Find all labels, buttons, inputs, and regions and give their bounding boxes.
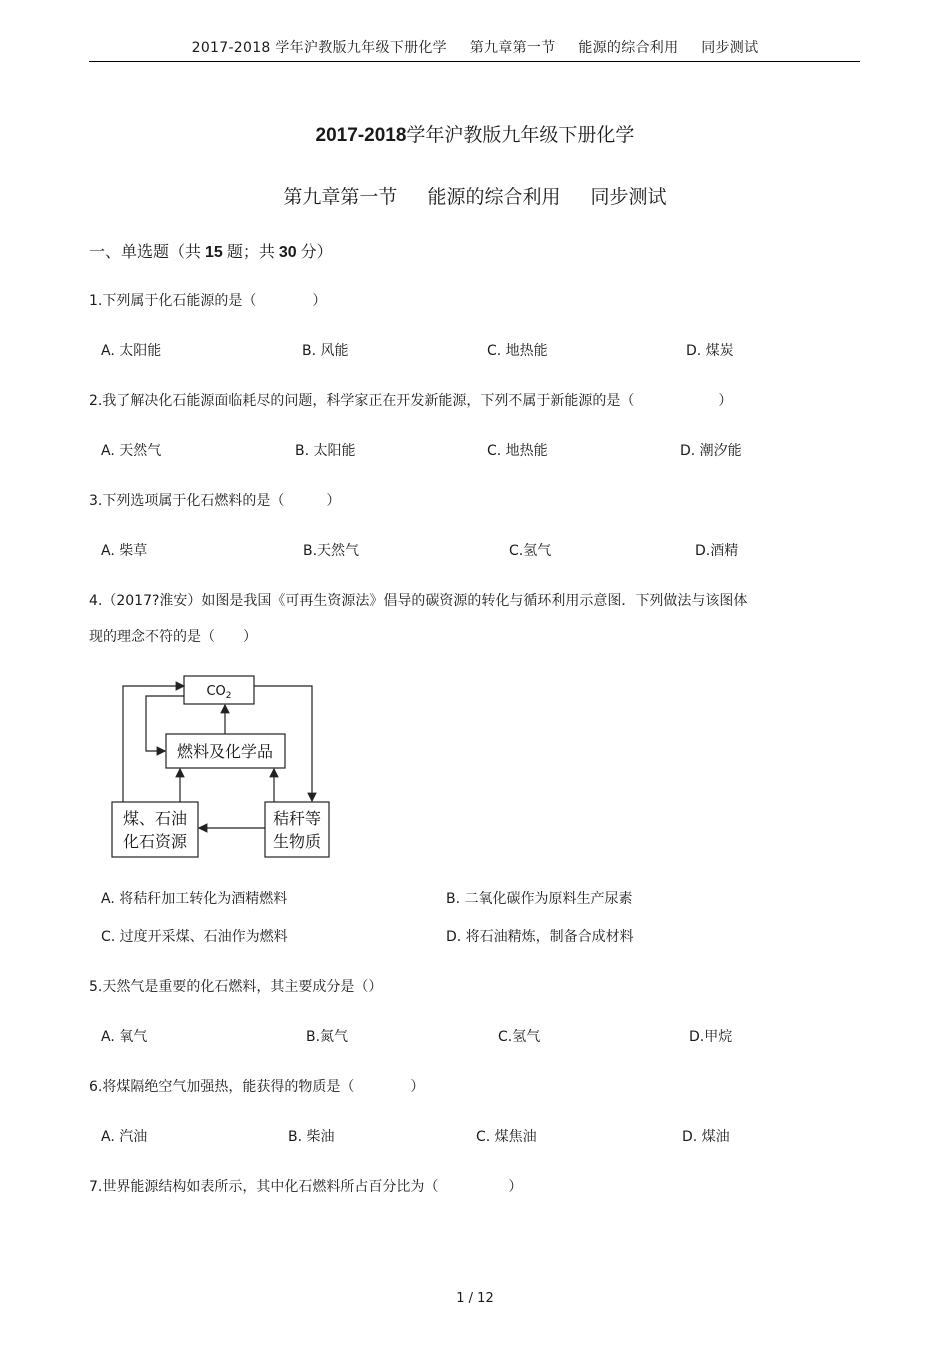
section-heading bbox=[89, 239, 333, 262]
section-score: 30 bbox=[278, 244, 297, 261]
q5-option-b: B.氮气 bbox=[306, 1029, 349, 1045]
question-7-stem: 7.世界能源结构如表所示，其中化石燃料所占百分比为（ ） bbox=[89, 1179, 523, 1195]
section-prefix: 一、单选题（共 bbox=[89, 242, 202, 261]
biomass-label-line2: 生物质 bbox=[272, 832, 322, 851]
header-chapter: 第九章第一节 bbox=[469, 40, 556, 56]
document-subtitle bbox=[0, 182, 950, 209]
title-years: 2017-2018 bbox=[315, 125, 407, 146]
fossil-label-line1: 煤、石油 bbox=[122, 809, 188, 828]
q3-option-c: C.氢气 bbox=[509, 543, 552, 559]
document-title bbox=[0, 120, 950, 147]
q1-option-b: B. 风能 bbox=[302, 343, 349, 359]
section-mid: 题；共 bbox=[226, 242, 275, 261]
q2-option-c: C. 地热能 bbox=[487, 443, 548, 459]
q6-option-b: B. 柴油 bbox=[288, 1129, 335, 1145]
q2-option-a: A. 天然气 bbox=[101, 443, 162, 459]
question-5-stem: 5.天然气是重要的化石燃料，其主要成分是（） bbox=[89, 979, 383, 995]
q6-option-c: C. 煤焦油 bbox=[476, 1129, 537, 1145]
question-2-stem: 2.我了解决化石能源面临耗尽的问题，科学家正在开发新能源，下列不属于新能源的是（ ） bbox=[89, 393, 733, 409]
page-header bbox=[0, 37, 950, 57]
q4-option-c: C. 过度开采煤、石油作为燃料 bbox=[101, 929, 288, 945]
section-suffix: 分） bbox=[300, 242, 333, 261]
arrow-fossil-to-co2 bbox=[123, 686, 184, 802]
question-1-stem: 1.下列属于化石能源的是（ ） bbox=[89, 293, 327, 309]
q6-option-a: A. 汽油 bbox=[101, 1129, 148, 1145]
subtitle-test: 同步测试 bbox=[590, 186, 667, 208]
question-4-stem-line2: 现的理念不符的是（ ） bbox=[89, 629, 257, 645]
q1-option-c: C. 地热能 bbox=[487, 343, 548, 359]
header-rule bbox=[89, 61, 860, 62]
q3-option-b: B.天然气 bbox=[303, 543, 360, 559]
question-4-stem-line1: 4.（2017?淮安）如图是我国《可再生资源法》倡导的碳资源的转化与循环利用示意图．下列做法与该图体 bbox=[89, 593, 748, 609]
q5-option-c: C.氢气 bbox=[498, 1029, 541, 1045]
fossil-label-line2: 化石资源 bbox=[122, 832, 188, 851]
question-6-stem: 6.将煤隔绝空气加强热，能获得的物质是（ ） bbox=[89, 1079, 425, 1095]
header-topic: 能源的综合利用 bbox=[578, 40, 679, 56]
q5-option-a: A. 氧气 bbox=[101, 1029, 148, 1045]
title-line1: 学年沪教版九年级下册化学 bbox=[406, 124, 635, 146]
carbon-cycle-diagram bbox=[108, 672, 338, 864]
q3-option-a: A. 柴草 bbox=[101, 543, 148, 559]
fuel-label: 燃料及化学品 bbox=[176, 742, 274, 761]
q2-option-b: B. 太阳能 bbox=[295, 443, 356, 459]
q5-option-d: D.甲烷 bbox=[689, 1029, 733, 1045]
subtitle-chapter: 第九章第一节 bbox=[283, 186, 398, 208]
subtitle-topic: 能源的综合利用 bbox=[427, 186, 561, 208]
q1-option-d: D. 煤炭 bbox=[686, 343, 734, 359]
section-count: 15 bbox=[205, 244, 223, 261]
biomass-label-line1: 秸秆等 bbox=[272, 809, 322, 828]
q4-option-d: D. 将石油精炼，制备合成材料 bbox=[446, 929, 634, 945]
q6-option-d: D. 煤油 bbox=[682, 1129, 730, 1145]
q2-option-d: D. 潮汐能 bbox=[680, 443, 742, 459]
header-test: 同步测试 bbox=[701, 40, 759, 56]
q3-option-d: D.酒精 bbox=[695, 543, 739, 559]
question-3-stem: 3.下列选项属于化石燃料的是（ ） bbox=[89, 493, 341, 509]
q4-option-a: A. 将秸秆加工转化为酒精燃料 bbox=[101, 891, 288, 907]
co2-label: $CO_2$ bbox=[206, 684, 232, 701]
header-book: 2017-2018 学年沪教版九年级下册化学 bbox=[191, 40, 447, 56]
q4-option-b: B. 二氧化碳作为原料生产尿素 bbox=[446, 891, 633, 907]
page-number: 1 / 12 bbox=[456, 1291, 494, 1306]
q1-option-a: A. 太阳能 bbox=[101, 343, 162, 359]
